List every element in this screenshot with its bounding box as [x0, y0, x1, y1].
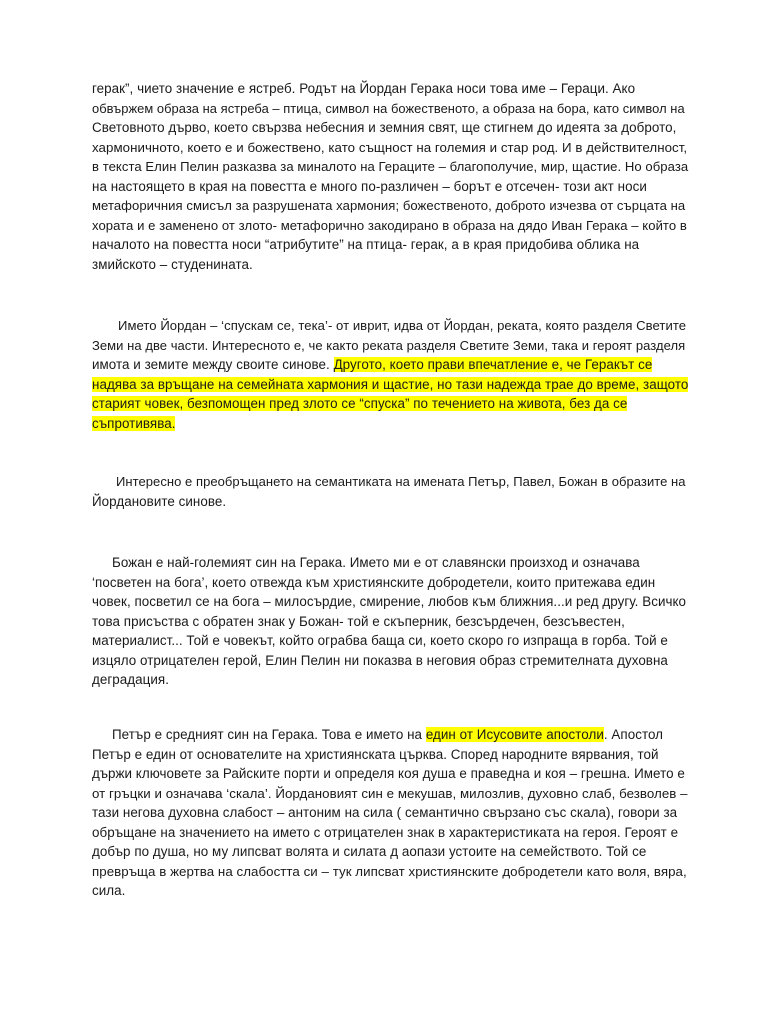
- text-line: на настоящето в края на повестта е много по-различен – борът е отсечен- този акт носи: [92, 178, 647, 194]
- text-line: герак”, чието значение е ястреб. Родът на Йордан Герака носи това име – Гераци. Ако: [92, 81, 636, 96]
- text-line: [92, 336, 688, 356]
- text-segment: сила.: [92, 883, 126, 898]
- text-line: [92, 375, 688, 395]
- paragraph-3: [92, 472, 688, 511]
- text-segment: тази негова духовна слабост – антоним на сила ( семантично свързано със скала), говори за: [92, 805, 678, 820]
- text-line: [92, 784, 688, 804]
- text-line: човек, посветил се на бога – милосърдие, смирение, любов към ближния...и ред другу. Всичко: [92, 594, 687, 609]
- text-segment: превръща в жертва на слабостта си – тук липсват християнските добродетели като воля, вяра,: [92, 863, 687, 879]
- paragraph-4: [92, 553, 688, 690]
- highlighted-text: надява за връщане на семейната хармония и щастие, но тази надежда трае до време, защото: [92, 376, 689, 392]
- highlighted-text: съпротивява.: [92, 415, 176, 431]
- text-line: материалист... Той е човекът, който ограбва баща си, което скоро го изпраща в горба. Той е: [92, 633, 668, 648]
- text-line: [92, 725, 688, 745]
- text-line: [92, 394, 688, 414]
- paragraph-1: [92, 79, 688, 274]
- paragraph-2: [92, 316, 688, 433]
- text-line: [92, 881, 688, 901]
- text-line: [92, 803, 688, 823]
- text-line: [92, 355, 688, 375]
- paragraph-5: [92, 725, 688, 901]
- text-segment: Името Йордан – ‘спускам се, тека’- от иврит, идва от Йордан, реката, която разделя Светите: [118, 318, 687, 333]
- text-segment: Земи на две части. Интересното е, че както реката разделя Светите Земи, така и героят разделя: [92, 337, 686, 353]
- text-segment: Петър е един от основателите на християнската църква. Според народните вярвания, той: [92, 746, 659, 762]
- text-line: змийското – студенината.: [92, 256, 253, 272]
- text-line: хората и е заменено от злото- метафорично закодирано в образа на дядо Иван Герака – който в: [92, 217, 687, 233]
- text-line: Интересно е преобръщането на семантиката на имената Петър, Павел, Божан в образите на: [116, 474, 686, 489]
- text-segment: обръщане на значението на името с отрицателен знак в характеристиката на героя. Героят е: [92, 824, 679, 840]
- text-line: изцяло отрицателен герой, Елин Пелин ни показва в неговия образ стремителната духовна: [92, 652, 668, 668]
- text-line: обвържем образа на ястреба – птица, символ на божественото, а образа на бора, като символ на: [92, 100, 685, 116]
- text-line: Йордановите синове.: [92, 493, 227, 509]
- text-line: това присъства с обратен знак у Божан- той е скъперник, безсърдечен, безсъвестен,: [92, 613, 625, 629]
- text-line: [92, 745, 688, 765]
- highlighted-text: Другото, което прави впечатление е, че Геракът се: [333, 357, 653, 372]
- text-segment: добър по душа, но му липсват волята и силата д аопази устоите на семейството. Той се: [92, 844, 647, 859]
- highlighted-text: един от Исусовите апостоли: [425, 727, 604, 742]
- highlighted-text: старият човек, безпомощен пред злото се “спуска” по течението на живота, без да се: [92, 396, 628, 411]
- text-line: началото на повестта носи “атрибутите” на птица- герак, а в края придобива облика на: [92, 237, 640, 252]
- text-line: [92, 316, 688, 336]
- text-line: хармоничното, което е и божествено, като същност на големия и стар род. И в действителност,: [92, 139, 688, 155]
- text-segment: Петър е средният син на Герака. Това е името на: [112, 727, 426, 742]
- text-segment: държи ключовете за Райските порти и определя коя душа е праведна и коя – грешна. Името е: [92, 766, 685, 781]
- text-line: [92, 862, 688, 882]
- text-line: Световното дърво, което свързва небесния и земния свят, ще стигнем до идеята за доброто,: [92, 120, 677, 135]
- text-line: ‘посветен на бога’, което отвежда към християнските добродетели, които притежава един: [92, 574, 656, 590]
- text-line: деградация.: [92, 672, 169, 687]
- text-line: [92, 842, 688, 862]
- text-line: [92, 823, 688, 843]
- text-line: Божан е най-големият син на Герака. Името ми е от славянски произход и означава: [112, 555, 640, 570]
- text-line: метафоричния смисъл за разрушената хармония; божественото, доброто изчезва от сърцата на: [92, 198, 686, 213]
- text-line: [92, 414, 688, 434]
- text-line: [92, 764, 688, 784]
- text-segment: имота и земите между своите синове.: [92, 357, 334, 372]
- text-segment: от гръцки и означава ‘скала’. Йордановият син е мекушав, милозлив, духовно слаб, безволев –: [92, 785, 688, 801]
- text-segment: . Апостол: [603, 727, 664, 742]
- text-line: в текста Елин Пелин разказва за миналото на Гераците – благополучие, мир, щастие. Но образа: [92, 159, 689, 174]
